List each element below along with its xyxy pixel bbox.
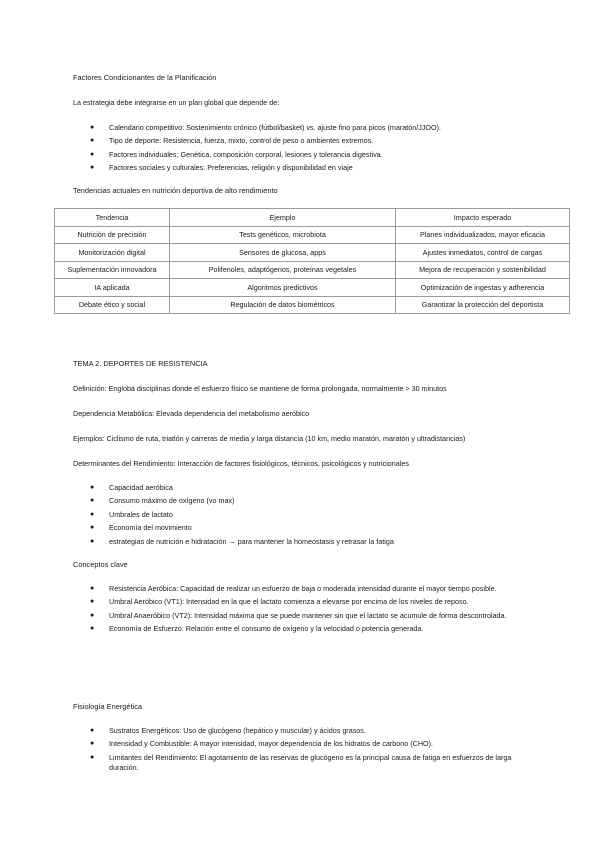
list-item: ● Calendario competitivo: Sostenimiento crónico (fútbol/basket) vs. ajuste fino para picos (maratón/JJOO). — [90, 123, 441, 132]
paragraph-determinantes: Determinantes del Rendimiento: Interacción de factores fisiológicos, técnicos, psicológicos y nutricionales — [73, 459, 409, 468]
table-row — [55, 226, 570, 244]
section-heading-tendencias: Tendencias actuales en nutrición deportiva de alto rendimiento — [73, 186, 278, 195]
table-cell: Ajustes inmediatos, control de cargas — [396, 244, 570, 262]
table-cell: Algoritmos predictivos — [170, 279, 396, 297]
bullet-icon: ● — [90, 124, 95, 131]
table-row — [55, 261, 570, 279]
table-row — [55, 244, 570, 262]
bullet-icon: ● — [90, 137, 95, 145]
table-cell: Planes individualizados, mayor eficacia — [396, 226, 570, 244]
list-item: ● Umbrales de lactato — [90, 509, 173, 519]
bullet-icon: ● — [90, 585, 95, 592]
list-item: ● Intensidad y Combustible: A mayor intensidad, mayor dependencia de los hidratos de carbono (CHO). — [90, 739, 434, 749]
list-item: ● Economía de Esfuerzo: Relación entre el consumo de oxígeno y la velocidad o potencia generada. — [90, 624, 424, 634]
section-heading-fisiologia: Fisiología Energética — [73, 702, 143, 711]
bullet-icon: ● — [90, 611, 95, 619]
paragraph-dependencia: Dependencia Metabólica: Elevada dependencia del metabolismo aeróbico — [73, 409, 310, 418]
bullet-icon: ● — [90, 524, 95, 532]
table-cell: Regulación de datos biométricos — [170, 296, 396, 314]
column-header: Tendencia — [55, 209, 170, 227]
table-cell: IA aplicada — [55, 279, 170, 297]
section-heading-conceptos: Conceptos clave — [73, 560, 128, 569]
list-item: ● Umbral Aeróbico (VT1): Intensidad en la que el lactato comienza a elevarse por encima de los niveles de reposo. — [90, 597, 469, 607]
bullet-icon: ● — [90, 625, 95, 633]
column-header: Ejemplo — [170, 209, 396, 227]
list-item: ● Factores sociales y culturales: Preferencias, religión y disponibilidad en viaje — [90, 163, 353, 173]
paragraph-ejemplos: Ejemplos: Ciclismo de ruta, triatlón y carreras de media y larga distancia (10 km, medio maratón, maratón y ultradistancias) — [73, 434, 466, 443]
table-cell: Tests genéticos, microbiota — [170, 226, 396, 244]
table-row — [55, 279, 570, 297]
list-item: ● Tipo de deporte: Resistencia, fuerza, mixto, control de peso o ambientes extremos. — [90, 136, 374, 146]
list-item: ● Factores individuales: Genética, composición corporal, lesiones y tolerancia digestiva. — [90, 149, 383, 159]
bullet-icon: ● — [90, 727, 95, 734]
bullet-icon: ● — [90, 740, 95, 748]
bullet-icon: ● — [90, 510, 95, 518]
table-cell: Debate ético y social — [55, 296, 170, 314]
bullet-icon: ● — [90, 150, 95, 158]
list-determinantes — [73, 483, 533, 550]
section-heading-tema2: TEMA 2. DEPORTES DE RESISTENCIA — [73, 359, 208, 368]
table-cell: Mejora de recuperación y sostenibilidad — [396, 261, 570, 279]
table-cell: Sensores de glucosa, apps — [170, 244, 396, 262]
column-header: Impacto esperado — [396, 209, 570, 227]
bullet-icon: ● — [90, 753, 95, 761]
table-header-row — [55, 209, 570, 227]
table-cell: Optimización de ingestas y adherencia — [396, 279, 570, 297]
bullet-icon: ● — [90, 497, 95, 505]
list-item: ● Economía del movimiento — [90, 523, 192, 533]
list-fisiologia — [73, 726, 523, 776]
table-cell: Suplementación innovadora — [55, 261, 170, 279]
paragraph-definicion: Definición: Engloba disciplinas donde el esfuerzo físico se mantiene de forma prolongada, normalmente > 30 minutos — [73, 384, 447, 393]
list-item: ● Consumo máximo de oxígeno (vo max) — [90, 496, 235, 506]
table-cell: Polifenoles, adaptógenos, proteínas vegetales — [170, 261, 396, 279]
table-row — [55, 296, 570, 314]
list-item: ● Resistencia Aeróbica: Capacidad de realizar un esfuerzo de baja o moderada intensidad durante el mayor tiempo posible. — [90, 584, 497, 593]
list-conceptos — [73, 584, 523, 638]
bullet-icon: ● — [90, 598, 95, 606]
bullet-icon: ● — [90, 164, 95, 172]
list-item: ● Umbral Anaeróbico (VT2): Intensidad máxima que se puede mantener sin que el lactato se acumule de forma descontrolada. — [90, 610, 507, 620]
paragraph-intro: La estrategia debe integrarse en un plan global que depende de: — [73, 98, 280, 107]
trends-table — [54, 208, 570, 314]
list-item: ● Capacidad aeróbica — [90, 483, 173, 492]
list-factores — [73, 123, 533, 177]
list-item: ● Limitantes del Rendimiento: El agotamiento de las reservas de glucógeno es la principal causa de fatiga en esfuerzos de larga duración. — [90, 752, 512, 772]
table-cell: Monitorización digital — [55, 244, 170, 262]
section-heading-factores: Factores Condicionantes de la Planificación — [73, 73, 217, 82]
list-item: ● Sustratos Energéticos: Uso de glucógeno (hepático y muscular) y ácidos grasos. — [90, 726, 366, 735]
bullet-icon: ● — [90, 537, 95, 545]
list-item: ● estrategias de nutrición e hidratación → para mantener la homeostasis y retrasar la fatiga — [90, 536, 394, 546]
table-cell: Garantizar la protección del deportista — [396, 296, 570, 314]
table-cell: Nutrición de precisión — [55, 226, 170, 244]
bullet-icon: ● — [90, 484, 95, 491]
